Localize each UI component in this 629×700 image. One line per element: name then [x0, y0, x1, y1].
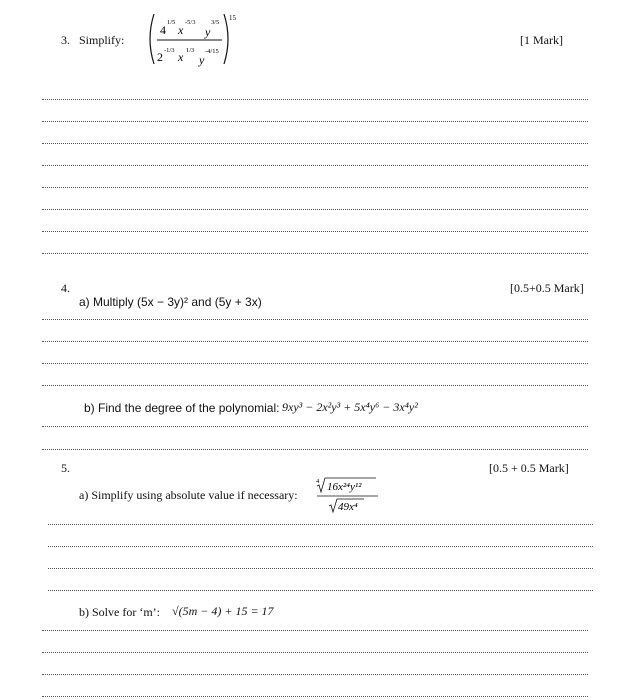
q3-num-y-exp: 3/5	[211, 19, 220, 26]
q5-numerator-radicand: 16x²⁴y¹²	[327, 481, 362, 493]
answer-line	[42, 652, 588, 653]
q5-number: 5.	[61, 461, 70, 475]
q3-den-base: 2	[157, 50, 163, 64]
q5-part-a-expression	[314, 474, 386, 516]
answer-line	[42, 165, 588, 166]
q3-num-x-exp: -5/3	[185, 19, 196, 26]
q5-marks: [0.5 + 0.5 Mark]	[489, 461, 569, 475]
q3-num-base-exp: 1/5	[167, 19, 176, 26]
answer-line	[42, 319, 588, 320]
q5-denominator-radicand: 49x⁴	[338, 501, 358, 513]
answer-line	[42, 385, 588, 386]
answer-line	[48, 568, 593, 569]
answer-line	[42, 187, 588, 188]
q4-marks: [0.5+0.5 Mark]	[510, 281, 584, 295]
answer-line	[42, 209, 588, 210]
answer-line	[42, 231, 588, 232]
q3-expression	[146, 8, 246, 70]
q3-marks: [1 Mark]	[520, 33, 563, 47]
q3-label: Simplify:	[79, 33, 125, 47]
q3-den-y-exp: -4/15	[205, 48, 219, 55]
q3-den-x-exp: 1/3	[186, 47, 195, 54]
answer-line	[42, 341, 588, 342]
answer-line	[42, 99, 588, 100]
q4-part-b-label: b) Find the degree of the polynomial:	[84, 401, 280, 415]
answer-line	[42, 121, 588, 122]
q5-root-index: 4	[316, 478, 320, 485]
q3-den-x: x	[178, 50, 184, 64]
q5-part-b-equation: √(5m − 4) + 15 = 17	[172, 604, 274, 618]
answer-line	[42, 143, 588, 144]
q3-outer-exp: 15	[229, 14, 236, 22]
answer-line	[48, 524, 593, 525]
q3-den-base-exp: -1/3	[164, 47, 175, 54]
answer-line	[42, 363, 588, 364]
q5-part-a-label: a) Simplify using absolute value if necessary:	[79, 488, 298, 502]
answer-line	[42, 253, 588, 254]
q3-number: 3.	[61, 33, 70, 47]
answer-line	[42, 674, 588, 675]
q4-number: 4.	[61, 281, 70, 295]
q5-part-b-label: b) Solve for ‘m’:	[79, 605, 160, 619]
q3-num-y: y	[205, 25, 211, 39]
answer-line	[48, 590, 593, 591]
answer-line	[42, 696, 588, 697]
answer-line	[42, 449, 588, 450]
answer-line	[48, 546, 593, 547]
q4-part-b-polynomial: 9xy³ − 2x²y³ + 5x⁴y⁶ − 3x⁴y²	[282, 400, 418, 414]
q3-den-y: y	[199, 53, 205, 67]
q3-num-base: 4	[160, 23, 166, 37]
q3-num-x: x	[178, 23, 184, 37]
answer-line	[42, 630, 588, 631]
q4-part-a: a) Multiply (5x − 3y)² and (5y + 3x)	[79, 295, 262, 309]
answer-line	[42, 426, 588, 427]
